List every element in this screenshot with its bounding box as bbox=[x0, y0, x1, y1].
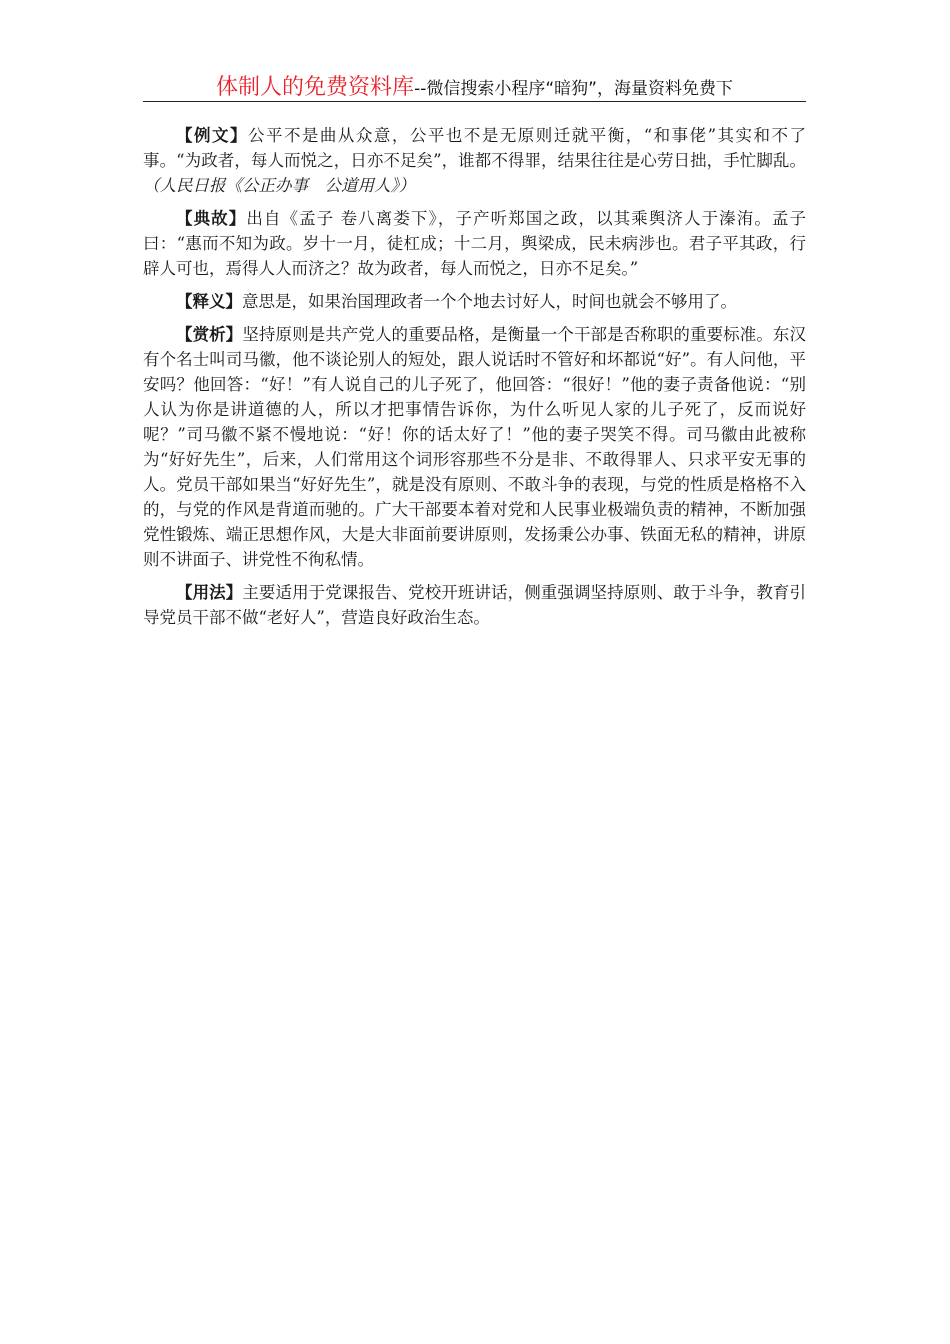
origin-tag: 【典故】 bbox=[176, 209, 247, 228]
example-section bbox=[143, 123, 806, 198]
meaning-tag: 【释义】 bbox=[176, 292, 242, 311]
page-header bbox=[143, 70, 806, 102]
origin-text: 出自《孟子 卷八离娄下》，子产听郑国之政，以其乘舆济人于溱洧。孟子曰：“惠而不知为政。岁十一月，徒杠成；十二月，舆梁成，民未病涉也。君子平其政，行辟人可也，焉得人人而济之？故为政者，每人而悦之，日亦不足矣。” bbox=[143, 209, 807, 278]
meaning-text: 意思是，如果治国理政者一个个地去讨好人，时间也就会不够用了。 bbox=[242, 292, 737, 311]
document-body bbox=[143, 123, 806, 638]
example-citation: （人民日报《公正办事 公道用人》） bbox=[143, 176, 416, 195]
header-tagline: --微信搜索小程序“暗狗”，海量资料免费下 bbox=[414, 79, 733, 99]
analysis-section bbox=[143, 322, 806, 572]
usage-text: 主要适用于党课报告、党校开班讲话，侧重强调坚持原则、敢于斗争，教育引导党员干部不做“老好人”，营造良好政治生态。 bbox=[143, 583, 807, 627]
meaning-section bbox=[143, 289, 806, 314]
analysis-tag: 【赏析】 bbox=[176, 325, 243, 344]
analysis-text: 坚持原则是共产党人的重要品格，是衡量一个干部是否称职的重要标准。东汉有个名士叫司马徽，他不谈论别人的短处，跟人说话时不管好和坏都说“好”。有人问他，平安吗？他回答：“好！”有人说自己的儿子死了，他回答：“很好！”他的妻子责备他说：“别人认为你是讲道德的人，所以才把事情告诉你，为什么听见人家的儿子死了，反而说好呢？”司马徽不紧不慢地说：“好！你的话太好了！”他的妻子哭笑不得。司马徽由此被称为“好好先生”，后来，人们常用这个词形容那些不分是非、不敢得罪人、只求平安无事的人。党员干部如果当“好好先生”，就是没有原则、不敢斗争的表现，与党的性质是格格不入的，与党的作风是背道而驰的。广大干部要本着对党和人民事业极端负责的精神，不断加强党性锻炼、端正思想作风，大是大非面前要讲原则，发扬秉公办事、铁面无私的精神，讲原则不讲面子、讲党性不徇私情。 bbox=[143, 325, 807, 569]
usage-tag: 【用法】 bbox=[176, 583, 243, 602]
example-text: 公平不是曲从众意，公平也不是无原则迁就平衡，“和事佬”其实和不了事。“为政者，每人而悦之，日亦不足矣”，谁都不得罪，结果往往是心劳日拙，手忙脚乱。 bbox=[143, 126, 807, 170]
usage-section bbox=[143, 580, 806, 630]
origin-section bbox=[143, 206, 806, 281]
header-brand: 体制人的免费资料库 bbox=[216, 75, 415, 100]
example-tag: 【例文】 bbox=[176, 126, 248, 145]
